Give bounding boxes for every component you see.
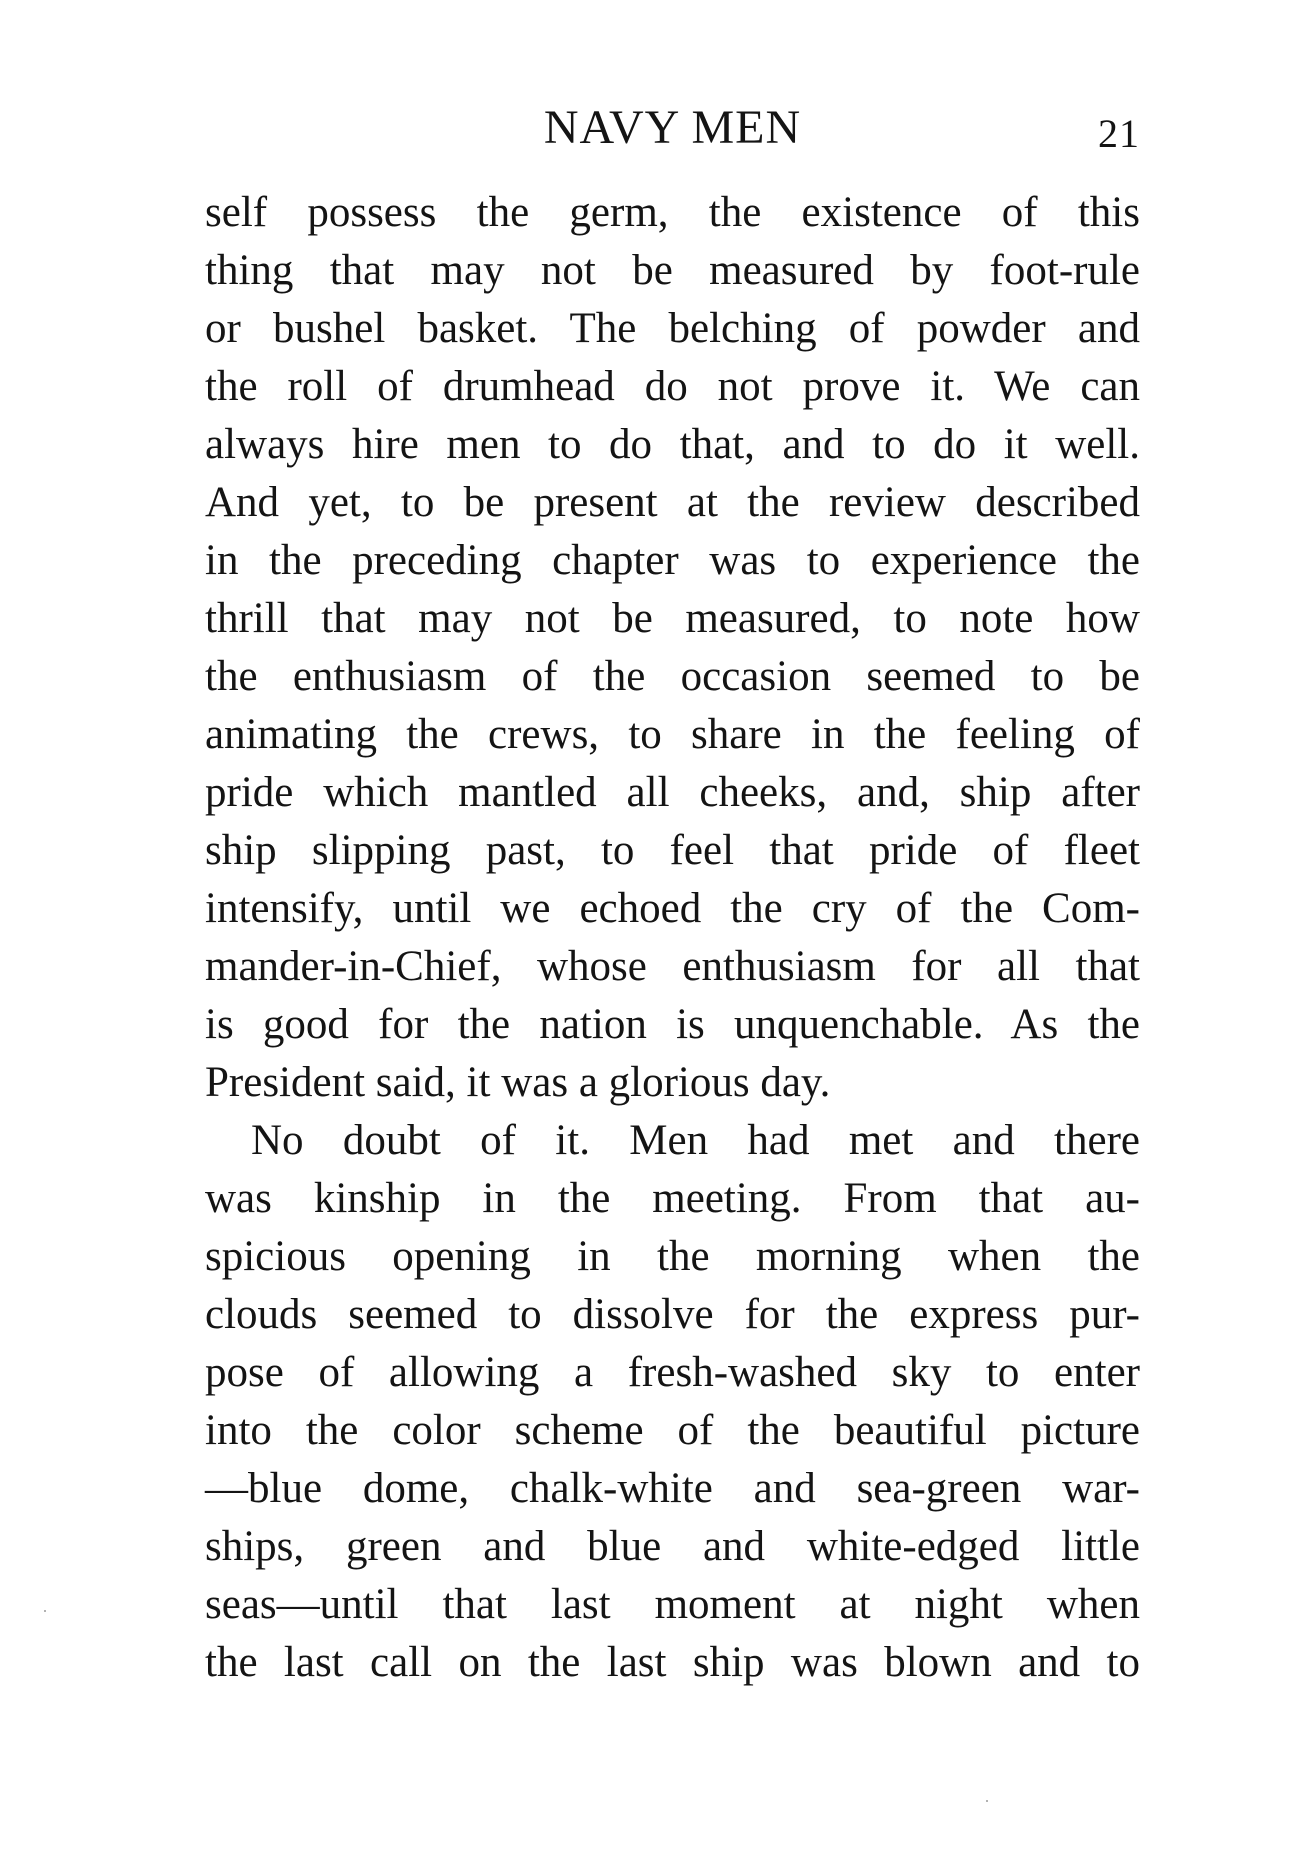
text-line: ships, green and blue and white-edged little [205, 1523, 1140, 1570]
paragraph-last-line: President said, it was a glorious day. [205, 1059, 831, 1106]
text-line: in the preceding chapter was to experience the [205, 537, 1140, 584]
text-line: thing that may not be measured by foot-rule [205, 247, 1140, 294]
text-line: spicious opening in the morning when the [205, 1233, 1140, 1280]
text-line: thrill that may not be measured, to note how [205, 595, 1140, 642]
text-line: the roll of drumhead do not prove it. We can [205, 363, 1140, 410]
text-line: seas—until that last moment at night when [205, 1581, 1140, 1628]
text-line: ship slipping past, to feel that pride of fleet [205, 827, 1140, 874]
text-line: is good for the nation is unquenchable. As the [205, 1001, 1140, 1048]
text-line: was kinship in the meeting. From that au- [205, 1175, 1140, 1222]
text-line: pride which mantled all cheeks, and, ship after [205, 769, 1140, 816]
text-line: always hire men to do that, and to do it well. [205, 421, 1140, 468]
paper-speck [44, 1610, 46, 1612]
page-number: 21 [1098, 111, 1140, 156]
text-line: —blue dome, chalk-white and sea-green war- [205, 1465, 1140, 1512]
text-line: or bushel basket. The belching of powder and [205, 305, 1140, 352]
paper-speck [986, 1800, 988, 1802]
text-line: self possess the germ, the existence of this [205, 189, 1140, 236]
body-text [205, 184, 1140, 1692]
running-title: NAVY MEN [543, 101, 802, 154]
text-line: And yet, to be present at the review described [205, 479, 1140, 526]
text-line: mander-in-Chief, whose enthusiasm for all that [205, 943, 1140, 990]
text-line: animating the crews, to share in the feeling of [205, 711, 1140, 758]
text-line: pose of allowing a fresh-washed sky to enter [205, 1349, 1140, 1396]
text-line: intensify, until we echoed the cry of the Com- [205, 885, 1140, 932]
running-head [205, 98, 1140, 158]
paragraph-first-line: No doubt of it. Men had met and there [251, 1117, 1140, 1164]
text-line: the enthusiasm of the occasion seemed to be [205, 653, 1140, 700]
text-line: into the color scheme of the beautiful picture [205, 1407, 1140, 1454]
text-line: the last call on the last ship was blown and to [205, 1639, 1140, 1686]
text-line: clouds seemed to dissolve for the express pur- [205, 1291, 1140, 1338]
